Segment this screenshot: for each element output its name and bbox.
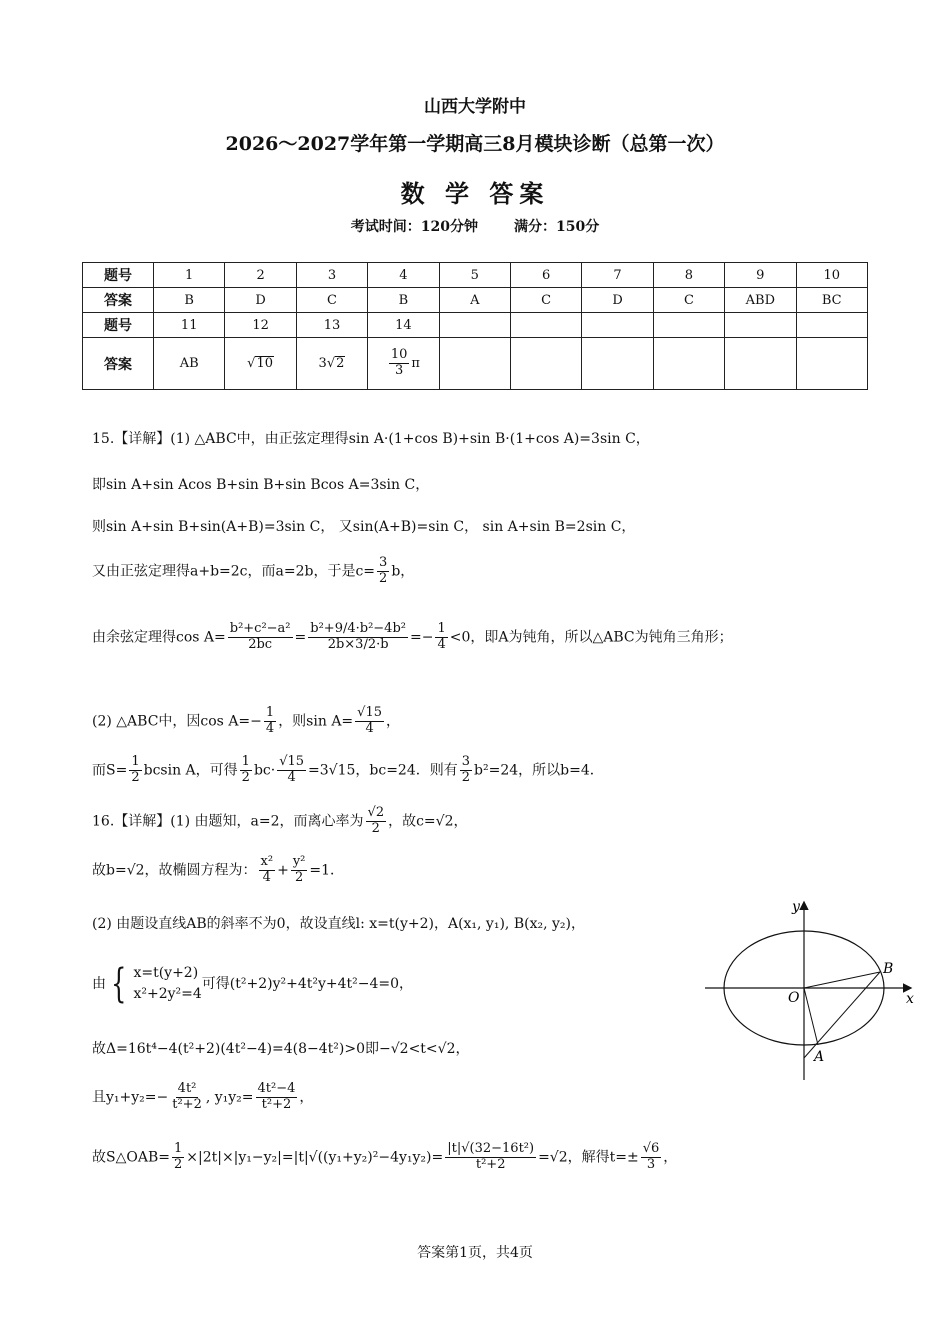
school-name: 山西大学附中 bbox=[424, 97, 526, 117]
fraction: $\frac{√15}{4}$ bbox=[279, 754, 305, 785]
brace-symbol: { bbox=[111, 961, 127, 1007]
table-cell bbox=[225, 338, 296, 390]
answer-label: 答案 bbox=[83, 288, 154, 313]
table-cell: 12 bbox=[225, 313, 296, 338]
table-cell: 9 bbox=[725, 263, 796, 288]
fraction: $\frac{1}{4}$ bbox=[265, 705, 275, 736]
fraction: $\frac{\text{|t|√(32−16t²)}}{\text{t²+2}}$ bbox=[447, 1141, 535, 1172]
answer-table bbox=[82, 262, 868, 390]
table-cell: 6 bbox=[510, 263, 581, 288]
line-l bbox=[804, 972, 880, 1058]
q15-line-2: 即sin A+sin Acos B+sin B+sin Bcos A=3sin C， bbox=[92, 477, 430, 493]
empty-cell bbox=[725, 338, 796, 390]
q15-line-7: 而S= $\frac{1}{2}$ bcsin A，可得 $\frac{1}{2}$ bc· $\frac{√15}{4}$ =3√15，bc=24．则有 $\frac{3}{2}$ b²=24，所以b=4． bbox=[92, 754, 604, 785]
table-cell: AB bbox=[154, 338, 225, 390]
q16-line-5: 故Δ=16t⁴−4(t²+2)(4t²−4)=4(8−4t²)>0即−√2<t<√2， bbox=[92, 1041, 470, 1057]
fraction: $\frac{1}{4}$ bbox=[437, 621, 446, 652]
question-number-row bbox=[83, 263, 868, 288]
table-cell: 14 bbox=[368, 313, 439, 338]
table-cell: 3√2 bbox=[296, 338, 367, 390]
exam-title: 2026～2027学年第一学期高三8月模块诊断（总第一次） bbox=[225, 133, 725, 155]
table-cell: 7 bbox=[582, 263, 653, 288]
answer-row bbox=[83, 338, 868, 390]
table-cell: 4 bbox=[368, 263, 439, 288]
q15-line-3: 则sin A+sin B+sin(A+B)=3sin C， 又sin(A+B)=sin C， sin A+sin B=2sin C， bbox=[92, 519, 636, 535]
segment-oa bbox=[804, 988, 818, 1045]
fraction: $\frac{√2}{2}$ bbox=[367, 805, 385, 836]
subject-title: 数 学 答案 bbox=[400, 179, 550, 208]
q15-line-4: 又由正弦定理得a+b=2c，而a=2b，于是c= $\frac{3}{2}$ b， bbox=[92, 555, 415, 586]
empty-cell bbox=[653, 338, 724, 390]
table-cell: C bbox=[296, 288, 367, 313]
fraction: $\frac{1}{2}$ bbox=[131, 754, 140, 785]
answer-row bbox=[83, 288, 868, 313]
point-b-label: B bbox=[883, 961, 894, 977]
question-number-label: 题号 bbox=[83, 263, 154, 288]
fraction: $\frac{3}{2}$ bbox=[461, 754, 471, 785]
page-footer: 答案第1页，共4页 bbox=[417, 1245, 533, 1261]
table-cell: 11 bbox=[154, 313, 225, 338]
table-cell: 2 bbox=[225, 263, 296, 288]
table-cell: A bbox=[439, 288, 510, 313]
table-cell: ABD bbox=[725, 288, 796, 313]
sqrt-expression: √2 bbox=[326, 355, 345, 371]
empty-cell bbox=[582, 313, 653, 338]
exam-info bbox=[0, 216, 950, 236]
table-cell: 5 bbox=[439, 263, 510, 288]
fraction: $\frac{1}{2}$ bbox=[241, 754, 250, 785]
ellipse-diagram bbox=[700, 895, 930, 1085]
point-a-label: A bbox=[814, 1049, 825, 1065]
table-cell: 1 bbox=[154, 263, 225, 288]
table-cell: B bbox=[368, 288, 439, 313]
table-cell: 10 bbox=[796, 263, 867, 288]
table-cell: $\frac{10}{3}$ π bbox=[368, 338, 439, 390]
fraction: $\frac{\text{b²+9/4·b²−4b²}}{2b\times 3/2\cdot b}$ bbox=[310, 621, 406, 652]
q15-line-5: 由余弦定理得cos A= $\frac{\text{b²+c²−a²}}{2bc}$ = $\frac{\text{b²+9/4·b²−4b²}}{2b\times 3/2\cdot b}$ =− $\frac{1}{4}$ <0，即A为钝角，所以△ABC为钝角三角形； bbox=[92, 621, 733, 652]
table-cell: B bbox=[154, 288, 225, 313]
q16-line-3: (2) 由题设直线AB的斜率不为0，故设直线l: x=t(y+2)，A(x₁, y₁), B(x₂, y₂)， bbox=[92, 916, 585, 932]
equation-system: { x=t(y+2) x²+2y²=4 bbox=[111, 961, 202, 1007]
y-axis-label: y bbox=[792, 899, 800, 915]
sqrt-expression: √10 bbox=[247, 355, 273, 371]
fraction: $\frac{\text{4t²}}{\text{t²+2}}$ bbox=[172, 1081, 202, 1112]
empty-cell bbox=[796, 338, 867, 390]
table-cell: 8 bbox=[653, 263, 724, 288]
origin-label: O bbox=[788, 990, 800, 1006]
question-number-label: 题号 bbox=[83, 313, 154, 338]
fraction: $\frac{\text{4t²−4}}{\text{t²+2}}$ bbox=[257, 1081, 296, 1112]
q15-line-6: (2) △ABC中，因cos A=− $\frac{1}{4}$ ，则sin A= $\frac{√15}{4}$ ， bbox=[92, 705, 400, 736]
question-number-row bbox=[83, 313, 868, 338]
fraction: $\frac{√15}{4}$ bbox=[357, 705, 382, 736]
empty-cell bbox=[582, 338, 653, 390]
empty-cell bbox=[653, 313, 724, 338]
empty-cell bbox=[796, 313, 867, 338]
table-cell: C bbox=[653, 288, 724, 313]
table-cell: C bbox=[510, 288, 581, 313]
fraction: $\frac{3}{2}$ bbox=[379, 555, 388, 586]
fraction: $\frac{\text{y²}}{2}$ bbox=[292, 854, 306, 885]
answer-label: 答案 bbox=[83, 338, 154, 390]
empty-cell bbox=[725, 313, 796, 338]
q16-line-6: 且y₁+y₂=− $\frac{\text{4t²}}{\text{t²+2}}$ , y₁y₂= $\frac{\text{4t²−4}}{\text{t²+2}}$ ， bbox=[92, 1081, 314, 1112]
table-cell: D bbox=[582, 288, 653, 313]
fraction: $\frac{\text{b²+c²−a²}}{2bc}$ bbox=[229, 621, 291, 652]
q16-line-7: 故S△OAB= $\frac{1}{2}$ ×|2t|×|y₁−y₂|=|t|√((y₁+y₂)²−4y₁y₂)= $\frac{\text{|t|√(32−16t²)}}{\text{t²+2}}$ =√2，解得t=± $\frac{√6}{3}$ ， bbox=[92, 1141, 678, 1172]
empty-cell bbox=[439, 338, 510, 390]
q16-line-2: 故b=√2，故椭圆方程为： $\frac{\text{x²}}{4}$ + $\frac{\text{y²}}{2}$ =1． bbox=[92, 854, 345, 885]
empty-cell bbox=[510, 338, 581, 390]
empty-cell bbox=[510, 313, 581, 338]
exam-score: 满分：150分 bbox=[514, 219, 600, 235]
exam-time: 考试时间：120分钟 bbox=[350, 219, 478, 235]
q16-line-1: 16.【详解】(1) 由题知，a=2，而离心率为 $\frac{√2}{2}$ ，故c=√2， bbox=[92, 805, 468, 836]
fraction: $\frac{10}{3}$ bbox=[390, 347, 408, 378]
fraction: $\frac{√6}{3}$ bbox=[642, 1141, 660, 1172]
table-cell: BC bbox=[796, 288, 867, 313]
q16-line-4: 由 { x=t(y+2) x²+2y²=4 可得(t²+2)y²+4t²y+4t²−4=0， bbox=[92, 961, 414, 1007]
x-axis-label: x bbox=[906, 991, 914, 1007]
fraction: $\frac{1}{2}$ bbox=[173, 1141, 183, 1172]
table-cell: D bbox=[225, 288, 296, 313]
table-cell: 13 bbox=[296, 313, 367, 338]
table-cell: 3 bbox=[296, 263, 367, 288]
fraction: $\frac{\text{x²}}{4}$ bbox=[260, 854, 274, 885]
empty-cell bbox=[439, 313, 510, 338]
q15-line-1: 15.【详解】(1) △ABC中，由正弦定理得sin A·(1+cos B)+sin B·(1+cos A)=3sin C， bbox=[92, 431, 650, 447]
